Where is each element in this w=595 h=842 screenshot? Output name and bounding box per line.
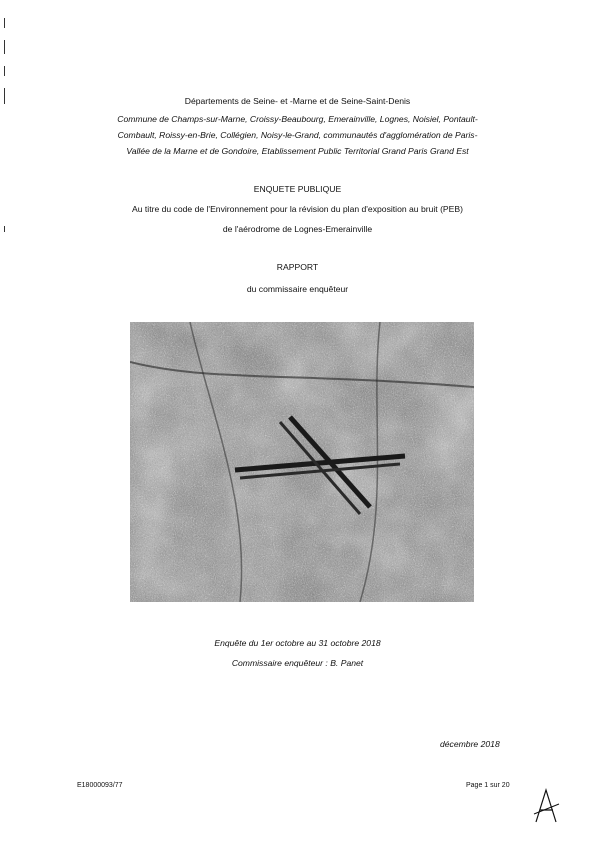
inquiry-dates: Enquête du 1er octobre au 31 octobre 2018 [214, 638, 381, 648]
communes-line-1: Commune de Champs-sur-Marne, Croissy-Beaubourg, Emerainville, Lognes, Noisiel, Pontault- [117, 114, 478, 124]
scan-mark [4, 66, 5, 76]
scan-mark [4, 18, 5, 28]
initial-signature [532, 786, 562, 826]
report-title: RAPPORT [276, 262, 319, 272]
aerial-photo-image [130, 322, 474, 602]
communes-line-3: Vallée de la Marne et de Gondoire, Etablissement Public Territorial Grand Paris Grand Est [126, 146, 469, 156]
page-number: Page 1 sur 20 [466, 782, 510, 789]
inquiry-subtitle-line-1: Au titre du code de l'Environnement pour la révision du plan d'exposition au bruit (PEB) [132, 204, 463, 214]
aerial-photo [130, 322, 474, 602]
report-date: décembre 2018 [440, 739, 500, 749]
commissioner: Commissaire enquêteur : B. Panet [231, 658, 364, 668]
report-subtitle: du commissaire enquêteur [246, 284, 349, 294]
document-reference: E18000093/77 [77, 782, 123, 789]
inquiry-subtitle-line-2: de l'aérodrome de Lognes-Emerainville [222, 224, 373, 234]
scan-mark [4, 40, 5, 54]
inquiry-title: ENQUETE PUBLIQUE [253, 184, 342, 194]
handwritten-initial [532, 786, 562, 831]
departments-heading: Départements de Seine- et -Marne et de Seine-Saint-Denis [184, 96, 411, 106]
communes-line-2: Combault, Roissy-en-Brie, Collégien, Noisy-le-Grand, communautés d'agglomération de Paris- [117, 130, 478, 140]
